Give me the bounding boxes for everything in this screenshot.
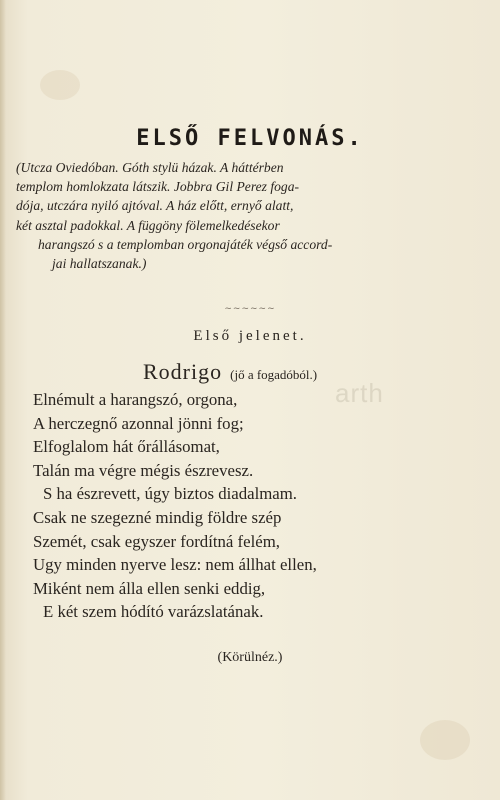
closing-stage-direction: (Körülnéz.) <box>217 650 283 665</box>
act-title: ELSŐ FELVONÁS. <box>136 126 364 151</box>
verse-line: Elfoglalom hát őrállásomat, <box>33 437 220 457</box>
verse-line: A herczegnő azonnal jönni fog; <box>33 413 244 433</box>
page-gutter-shadow <box>0 0 6 800</box>
section-ornament: ~~~~~~ <box>224 304 276 314</box>
verse-line: E két szem hódító varázslatának. <box>43 602 264 622</box>
stage-direction-line: két asztal padokkal. A függöny fölemelkedésekor <box>16 217 280 233</box>
speaker-heading <box>143 359 463 385</box>
stage-direction-line: templom homlokzata látszik. Jobbra Gil Perez foga- <box>16 179 300 195</box>
speaker-direction: (jő a fogadóból.) <box>230 367 318 382</box>
verse-line: Elnémult a harangszó, orgona, <box>33 390 238 409</box>
verse-block <box>33 388 453 624</box>
watermark-text: arth <box>335 378 384 408</box>
stage-direction-line: dója, utczára nyiló ajtóval. A ház előtt, ernyő alatt, <box>16 198 294 214</box>
verse-line: Szemét, csak egyszer fordítná felém, <box>33 531 280 551</box>
verse-line: Miként nem álla ellen senki eddig, <box>33 578 266 598</box>
verse-line: Talán ma végre mégis észrevesz. <box>33 460 254 480</box>
verse-line: S ha észrevett, úgy biztos diadalmam. <box>43 484 297 504</box>
speaker-name: Rodrigo <box>143 359 223 384</box>
scene-title: Első jelenet. <box>193 328 307 344</box>
verse-line: Ugy minden nyerve lesz: nem állhat ellen, <box>33 555 317 575</box>
paper-stain <box>420 720 470 760</box>
stage-directions <box>16 158 436 273</box>
verse-line: Csak ne szegezné mindig földre szép <box>33 507 282 527</box>
stage-direction-line: jai hallatszanak.) <box>52 256 147 272</box>
paper-stain <box>40 70 80 100</box>
stage-direction-line: harangszó s a templomban orgonajáték végső accord- <box>38 236 333 252</box>
stage-direction-line: (Utcza Oviedóban. Góth stylü házak. A háttérben <box>16 160 284 175</box>
